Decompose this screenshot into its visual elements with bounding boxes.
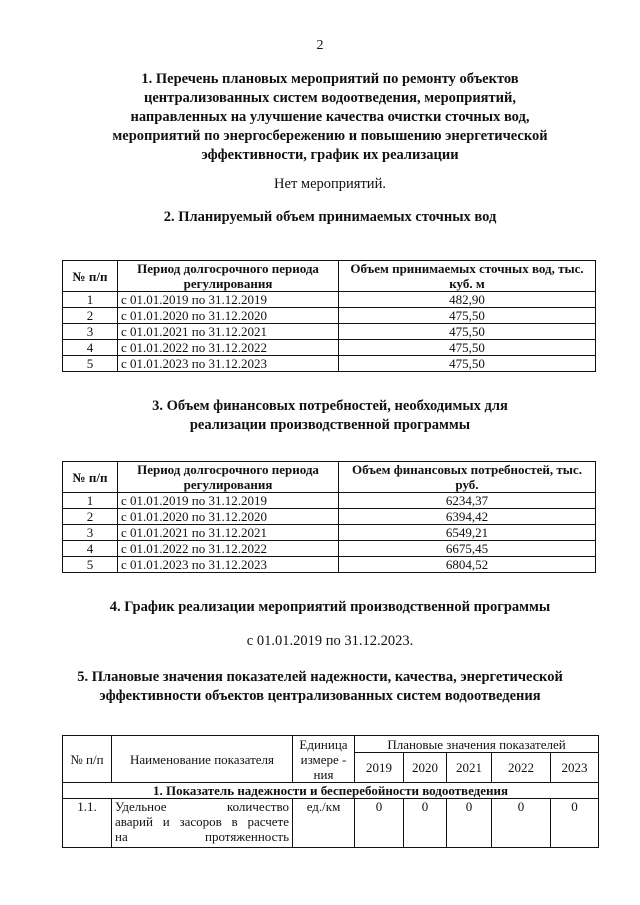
row-num: 3 <box>63 525 118 541</box>
row-value: 475,50 <box>339 324 596 340</box>
name-line: на протяженность <box>115 829 289 844</box>
table-row <box>63 525 596 541</box>
table-row <box>63 308 596 324</box>
volume-table <box>62 260 596 372</box>
title-line: направленных на улучшение качества очистки сточных вод, <box>130 109 530 125</box>
title-line: мероприятий по энергосбережению и повышению энергетической <box>112 128 548 144</box>
table-row <box>63 356 596 372</box>
row-period: с 01.01.2022 по 31.12.2022 <box>118 340 339 356</box>
row-value: 0 <box>404 799 447 848</box>
row-value: 6394,42 <box>339 509 596 525</box>
row-unit: ед./км <box>293 799 355 848</box>
row-num: 1 <box>63 493 118 509</box>
year-cell: 2020 <box>404 753 447 783</box>
row-period: с 01.01.2020 по 31.12.2020 <box>118 509 339 525</box>
row-period: с 01.01.2023 по 31.12.2023 <box>118 557 339 573</box>
col-period-header: Период долгосрочного периода регулирования <box>118 462 339 493</box>
table-header-row <box>63 736 599 753</box>
col-num-header: № п/п <box>63 462 118 493</box>
section1-note: Нет мероприятий. <box>274 176 386 192</box>
row-num: 5 <box>63 356 118 372</box>
indicators-table <box>62 735 599 848</box>
row-period: с 01.01.2019 по 31.12.2019 <box>118 493 339 509</box>
title-line: эффективности, график их реализации <box>201 147 459 163</box>
subsection-row <box>63 783 599 799</box>
title-line: эффективности объектов централизованных систем водоотведения <box>99 688 541 704</box>
col-period-header: Период долгосрочного периода регулирования <box>118 261 339 292</box>
table-row <box>63 292 596 308</box>
col-finance-header: Объем финансовых потребностей, тыс. руб. <box>339 462 596 493</box>
section4-period: с 01.01.2019 по 31.12.2023. <box>246 633 414 649</box>
col-plan-header: Плановые значения показателей <box>355 736 599 753</box>
table-row <box>63 557 596 573</box>
table-row <box>63 340 596 356</box>
table-header-row <box>63 462 596 493</box>
row-num: 1.1. <box>63 799 112 848</box>
section4-title: 4. График реализации мероприятий производственной программы <box>109 599 551 615</box>
row-num: 1 <box>63 292 118 308</box>
col-num-header: № п/п <box>63 736 112 783</box>
row-value: 6675,45 <box>339 541 596 557</box>
row-value: 6234,37 <box>339 493 596 509</box>
section1-title <box>60 70 600 165</box>
row-period: с 01.01.2020 по 31.12.2020 <box>118 308 339 324</box>
page-number: 2 <box>316 38 324 53</box>
title-line: реализации производственной программы <box>189 417 471 433</box>
year-cell: 2022 <box>492 753 551 783</box>
row-value: 482,90 <box>339 292 596 308</box>
name-line: аварий и засоров в расчете <box>115 814 289 829</box>
row-value: 475,50 <box>339 340 596 356</box>
title-line: 3. Объем финансовых потребностей, необходимых для <box>152 398 508 414</box>
col-volume-header: Объем принимаемых сточных вод, тыс. куб. м <box>339 261 596 292</box>
col-unit-header: Единица измере - ния <box>293 736 355 783</box>
row-period: с 01.01.2021 по 31.12.2021 <box>118 324 339 340</box>
row-period: с 01.01.2019 по 31.12.2019 <box>118 292 339 308</box>
row-value: 6804,52 <box>339 557 596 573</box>
row-period: с 01.01.2021 по 31.12.2021 <box>118 525 339 541</box>
table-row <box>63 541 596 557</box>
row-value: 0 <box>492 799 551 848</box>
row-period: с 01.01.2023 по 31.12.2023 <box>118 356 339 372</box>
table-row <box>63 324 596 340</box>
year-cell: 2023 <box>551 753 599 783</box>
row-num: 4 <box>63 340 118 356</box>
section2-title: 2. Планируемый объем принимаемых сточных вод <box>163 209 497 225</box>
row-value: 475,50 <box>339 308 596 324</box>
table-row <box>63 799 599 848</box>
row-value: 6549,21 <box>339 525 596 541</box>
year-cell: 2019 <box>355 753 404 783</box>
row-value: 0 <box>447 799 492 848</box>
row-num: 3 <box>63 324 118 340</box>
section5-title <box>20 668 620 706</box>
row-value: 0 <box>551 799 599 848</box>
section3-title <box>60 397 600 435</box>
row-value: 475,50 <box>339 356 596 372</box>
title-line: централизованных систем водоотведения, мероприятий, <box>144 90 516 106</box>
row-name <box>112 799 293 848</box>
year-cell: 2021 <box>447 753 492 783</box>
col-num-header: № п/п <box>63 261 118 292</box>
subsection-title: 1. Показатель надежности и бесперебойности водоотведения <box>63 783 599 799</box>
row-num: 2 <box>63 509 118 525</box>
title-line: 1. Перечень плановых мероприятий по ремонту объектов <box>141 71 519 87</box>
table-row <box>63 493 596 509</box>
col-name-header: Наименование показателя <box>112 736 293 783</box>
row-num: 4 <box>63 541 118 557</box>
row-num: 5 <box>63 557 118 573</box>
table-row <box>63 509 596 525</box>
title-line: 5. Плановые значения показателей надежности, качества, энергетической <box>77 669 563 685</box>
row-period: с 01.01.2022 по 31.12.2022 <box>118 541 339 557</box>
name-line: Удельное количество <box>115 799 289 814</box>
table-header-row <box>63 261 596 292</box>
row-value: 0 <box>355 799 404 848</box>
finance-table <box>62 461 596 573</box>
row-num: 2 <box>63 308 118 324</box>
